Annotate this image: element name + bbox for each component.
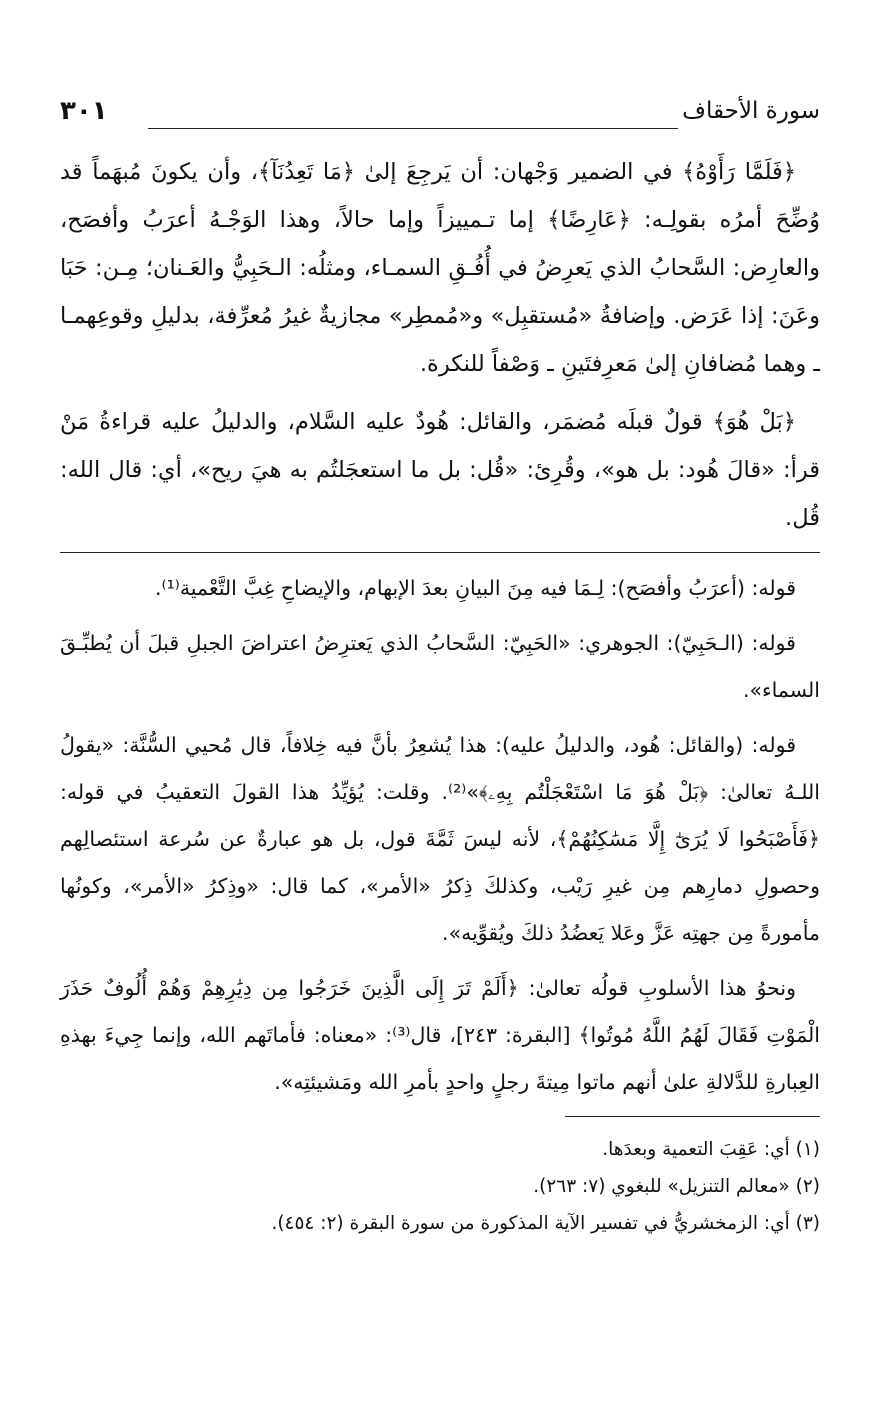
- book-page: [60, 96, 820, 1242]
- main-paragraph-2: ﴿بَلْ هُوَ﴾ قولٌ قبلَه مُضمَر، والقائل: هُودٌ عليه السَّلام، والدليلُ عليه قراءةُ مَنْ قرأ: «قالَ هُود: بل هو»، وقُرِئ: «قُل: بل ما استعجَلتُم به هيَ ريح»، أي: قال الله: قُل.: [60, 409, 820, 531]
- commentary-divider: [60, 552, 820, 553]
- commentary: [60, 565, 820, 1106]
- footnote-1: (١) أي: عَقِبَ التعمية وبعدَها.: [602, 1139, 820, 1160]
- footnote-3: (٣) أي: الزمخشريُّ في تفسير الآية المذكورة من سورة البقرة (٢: ٤٥٤).: [271, 1213, 820, 1234]
- footnotes: [60, 1131, 820, 1242]
- commentary-paragraph-4: ونحوُ هذا الأسلوبِ قولُه تعالىٰ: ﴿أَلَمْ تَرَ إِلَى الَّذِينَ خَرَجُوا مِن دِيَٰرِهِمْ وَهُمْ أُلُوفٌ حَذَرَ الْمَوْتِ فَقَالَ لَهُمُ اللَّهُ مُوتُوا﴾ [البقرة: ٢٤٣]، قال⁽³⁾: «معناه: فأماتَهم الله، وإنما جِيءَ بهذهِ العِبارةِ للدَّلالةِ علىٰ أنهم ماتوا مِيتةَ رجلٍ واحدٍ بأمرِ الله ومَشيئتِه».: [60, 976, 820, 1094]
- main-paragraph-1: ﴿فَلَمَّا رَأَوْهُ﴾ في الضمير وَجْهان: أن يَرجِعَ إلىٰ ﴿مَا تَعِدُنَآ﴾، وأن يكونَ مُبهَماً قد وُضِّحَ أمرُه بقولِـه: ﴿عَارِضًا﴾ إما تـمييزاً وإما حالاً، وهذا الوَجْـهُ أعرَبُ وأفصَح، والعارِض: السَّحابُ الذي يَعرِضُ في أُفُـقِ السمـاء، ومثلُه: الـحَبِيُّ والعَـنان؛ مِـن: حَبَا وعَنَ: إذا عَرَض. وإضافةُ «مُستقبِل» و«مُمطِر» مجازيةٌ غيرُ مُعرِّفة، بدليلِ وقوعِهمـا ـ وهما مُضافانِ إلىٰ مَعرِفتَينِ ـ وَصْفاً للنكرة.: [60, 159, 820, 377]
- page-header: [60, 96, 820, 142]
- main-text: [60, 148, 820, 542]
- commentary-paragraph-3: قوله: (والقائل: هُود، والدليلُ عليه): هذا يُشعِرُ بأنَّ فيه خِلافاً، قال مُحيي السُّنَّة: «يقولُ اللـهُ تعالىٰ: ﴿بَلْ هُوَ مَا اسْتَعْجَلْتُم بِهِۦ﴾»⁽²⁾. وقلت: يُؤيِّدُ هذا القولَ التعقيبُ في قوله: ﴿فَأَصْبَحُوا لَا يُرَىٰٓ إِلَّا مَسَٰكِنُهُمْ﴾، لأنه ليسَ ثَمَّةَ قول، بل هو عبارةٌ عن سُرعة استئصالِهم وحصولِ دمارِهم مِن غيرِ رَيْب، وكذلكَ ذِكرُ «الأمر»، كما قال: «وذِكرُ «الأمر»، وكونُها مأمورةً مِن جهتِه عَزَّ وعَلا يَعضُدُ ذلكَ ويُقوِّيه».: [60, 733, 820, 945]
- commentary-paragraph-2: قوله: (الـحَبِيّ): الجوهري: «الحَبِيّ: السَّحابُ الذي يَعترِضُ اعتراضَ الجبلِ قبلَ أن يُطبِّـقَ السماء».: [60, 631, 820, 702]
- footnote-2: (٢) «معالم التنزيل» للبغوي (٧: ٢٦٣).: [533, 1176, 820, 1197]
- running-title: سورة الأحقاف: [682, 98, 820, 124]
- page-number: ٣٠١: [60, 96, 108, 126]
- footnote-rule: [565, 1116, 820, 1117]
- commentary-paragraph-1: قوله: (أعرَبُ وأفصَح): لِـمَا فيه مِنَ البيانِ بعدَ الإبهام، والإيضاحِ غِبَّ التَّعْمية⁽¹⁾.: [155, 576, 796, 600]
- header-rule: [148, 128, 678, 129]
